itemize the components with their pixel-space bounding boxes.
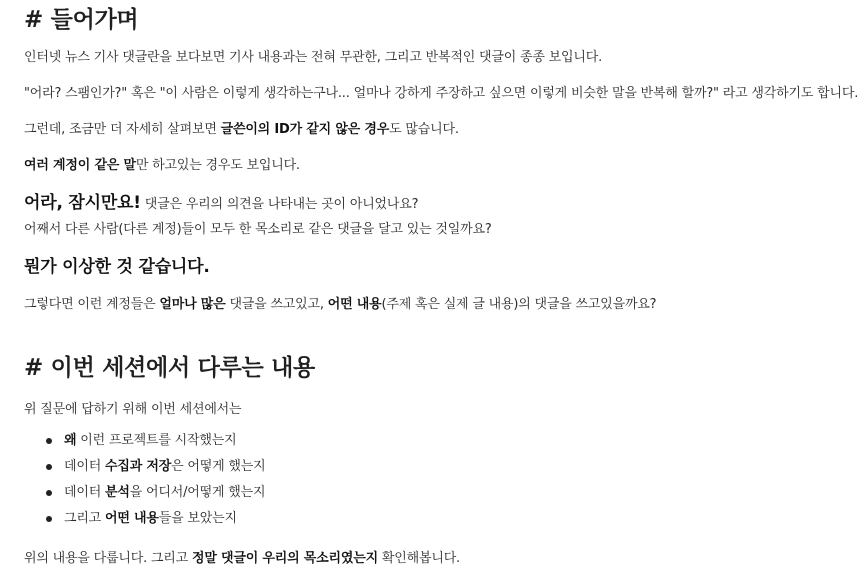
- list-item-post: 을 어디서/어떻게 했는지: [129, 485, 266, 500]
- intro-heading: # 들어가며: [24, 7, 139, 33]
- bullet-icon: [46, 516, 52, 522]
- intro-paragraph-1: 인터넷 뉴스 기사 댓글란을 보다보면 기사 내용과는 전혀 무관한, 그리고 반복적인 댓글이 종종 보입니다.: [24, 50, 603, 65]
- list-item-bold: 왜: [64, 433, 77, 448]
- session-closing: [24, 547, 460, 566]
- list-item-bold: 수집과 저장: [105, 459, 172, 474]
- session-heading: # 이번 세션에서 다루는 내용: [24, 355, 315, 381]
- list-item-post: 들을 보았는지: [158, 511, 237, 526]
- bullet-icon: [46, 438, 52, 444]
- list-item: [24, 483, 266, 509]
- list-item-pre: 데이터: [64, 459, 106, 474]
- p5-emphasis-text: 어라, 잠시만요!: [24, 193, 141, 213]
- bullet-icon: [46, 464, 52, 470]
- list-item-bold: 분석: [105, 485, 130, 500]
- list-item-pre: 데이터: [64, 485, 106, 500]
- closing-bold-text: 정말 댓글이 우리의 목소리였는지: [191, 551, 378, 566]
- intro-paragraph-3: [24, 118, 459, 137]
- p8-text-post: (주제 혹은 실제 글 내용)의 댓글을 쓰고있을까요?: [381, 297, 657, 312]
- p8-text-mid: 댓글을 쓰고있고,: [225, 297, 328, 312]
- p8-bold-text-1: 얼마나 많은: [159, 297, 226, 312]
- p3-text-pre: 그런데, 조금만 더 자세히 살펴보면: [24, 122, 221, 137]
- p7-emphasis-text: 뭔가 이상한 것 같습니다.: [24, 257, 210, 277]
- list-item: [24, 457, 266, 483]
- bullet-icon: [46, 490, 52, 496]
- list-item: [24, 509, 266, 535]
- list-item-post: 은 어떻게 했는지: [171, 459, 266, 474]
- p4-bold-text: 여러 계정이 같은 말: [24, 158, 136, 173]
- p8-text-pre: 그렇다면 이런 계정들은: [24, 297, 160, 312]
- p4-text-post: 만 하고있는 경우도 보입니다.: [135, 158, 300, 173]
- intro-paragraph-5: [24, 188, 418, 213]
- list-item-post: 이런 프로젝트를 시작했는지: [76, 433, 237, 448]
- list-item: [24, 431, 266, 457]
- session-lead: 위 질문에 답하기 위해 이번 세션에서는: [24, 402, 242, 417]
- intro-paragraph-7: [24, 252, 210, 277]
- list-item-pre: 그리고: [64, 511, 106, 526]
- p3-text-post: 도 많습니다.: [389, 122, 459, 137]
- intro-paragraph-2: "어라? 스팸인가?" 혹은 "이 사람은 이렇게 생각하는구나... 얼마나 강하게 주장하고 싶으면 이렇게 비슷한 말을 반복해 할까?" 라고 생각하기도 합니다.: [24, 86, 859, 101]
- intro-paragraph-6: 어째서 다른 사람(다른 계정)들이 모두 한 목소리로 같은 댓글을 달고 있는 것일까요?: [24, 222, 492, 237]
- p3-bold-text: 글쓴이의 ID가 같지 않은 경우: [220, 122, 390, 137]
- list-item-bold: 어떤 내용: [105, 511, 159, 526]
- session-topic-list: [24, 431, 266, 535]
- p8-bold-text-2: 어떤 내용: [327, 297, 382, 312]
- intro-paragraph-8: [24, 293, 656, 312]
- closing-text-post: 확인해봅니다.: [377, 551, 460, 566]
- p5-text-post: 댓글은 우리의 의견을 나타내는 곳이 아니었나요?: [140, 197, 419, 212]
- intro-paragraph-4: [24, 154, 300, 173]
- closing-text-pre: 위의 내용을 다룹니다. 그리고: [24, 551, 192, 566]
